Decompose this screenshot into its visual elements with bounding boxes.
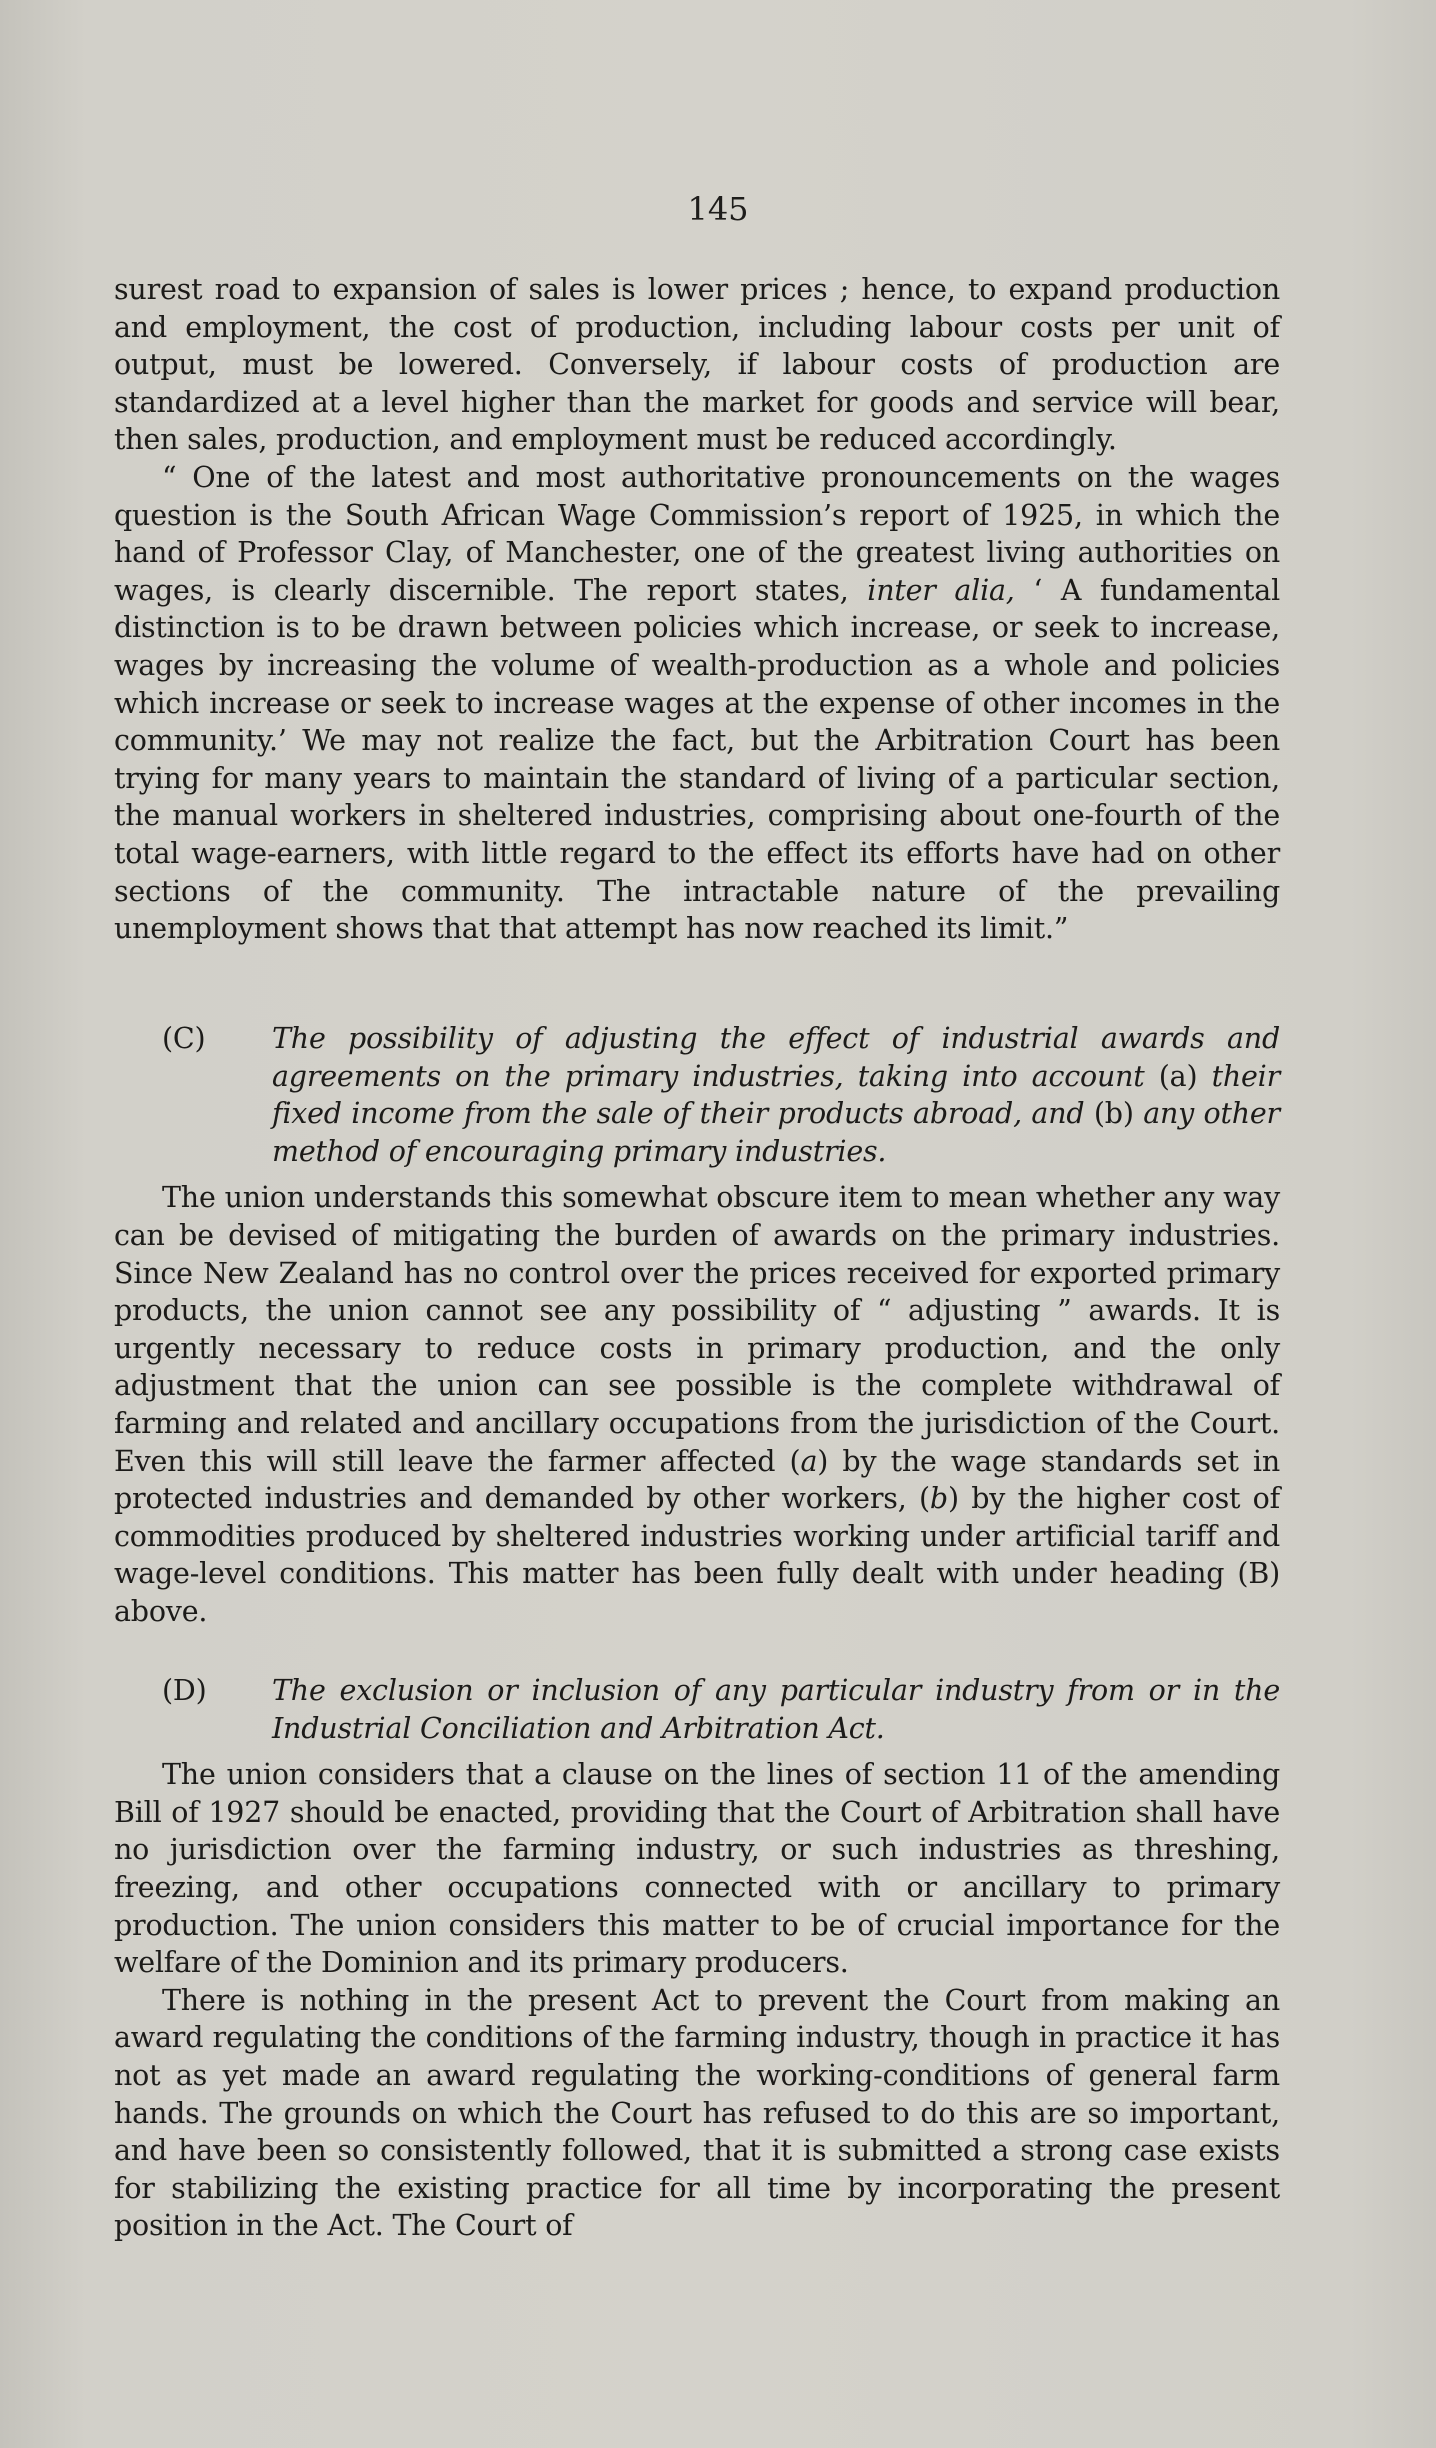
page-number: 145 (687, 190, 749, 228)
heading-c-marker-b: (b) (1084, 1097, 1144, 1131)
section-heading-d (114, 1672, 1280, 1747)
paragraph-c-body (114, 1179, 1280, 1630)
paragraph-d-body-1: The union considers that a clause on the lines of section 11 of the amending Bill of 1927 should be enacted, providing that the Court of Arbitration shall have no jurisdiction over the farming industry, or such industries as threshing, freezing, and other occupations connected with or ancillary to primary production. The union considers this matter to be of crucial importance for the welfare of the Dominion and its primary producers. (114, 1758, 1280, 1980)
section-label-c: (C) (162, 1022, 206, 1055)
section-label-d: (D) (162, 1674, 207, 1707)
heading-c-text-2: their fixed income from the sale of their products abroad, and (272, 1059, 1280, 1131)
heading-c-text-1: The possibility of adjusting the effect of industrial awards and agreements on the primary industries, taking into account (272, 1022, 1280, 1093)
c-body-part-1: The union understands this somewhat obscure item to mean whether any way can be devised of mitigating the burden of awards on the primary industries. Since New Zealand has no control over the prices received for exported primary products, the union cannot see any possibility of “ adjusting ” awards. It is urgently necessary to reduce costs in primary production, and the only adjustment that the union can see possible is the complete withdrawal of farming and related and ancillary occupations from the jurisdiction of the Court. Even this will still leave the farmer affected ( (114, 1181, 1280, 1478)
paragraph-quote (114, 459, 1280, 948)
c-body-italic-a: a (800, 1444, 818, 1478)
paragraph-continuation: surest road to expansion of sales is lower prices ; hence, to expand production and employment, the cost of production, including labour costs per unit of output, must be lowered. Conversely, if labour costs of production are standardized at a level higher than the market for goods and service will bear, then sales, production, and employment must be reduced accordingly. (114, 273, 1280, 457)
section-heading-c (114, 1020, 1280, 1170)
body-text-top (114, 271, 1280, 948)
heading-c-text-3: any other method of encouraging primary industries. (272, 1097, 1280, 1168)
heading-c-marker-a: (a) (1144, 1059, 1212, 1093)
quote-italic-phrase: inter alia, (867, 573, 1015, 607)
section-c (114, 1020, 1280, 1631)
c-body-italic-b: b (929, 1482, 948, 1516)
c-body-part-2: ) by the wage standards set in protected industries and demanded by other workers, ( (114, 1444, 1280, 1516)
quote-text-part-2: ‘ A fundamental distinction is to be drawn between policies which increase, or seek to increase, wages by increasing the volume of wealth-production as a whole and policies which increase or seek to increase wages at the expense of other incomes in the community.’ We may not realize the fact, but the Arbitration Court has been trying for many years to maintain the standard of living of a particular section, the manual workers in sheltered industries, comprising about one-fourth of the total wage-earners, with little regard to the effect its efforts have had on other sections of the community. The intractable nature of the prevailing unemployment shows that that attempt has now reached its limit.” (114, 573, 1281, 946)
paragraph-d-body-2: There is nothing in the present Act to prevent the Court from making an award regulating the conditions of the farming industry, though in practice it has not as yet made an award regulating the working-conditions of general farm hands. The grounds on which the Court has refused to do this are so important, and have been so consistently followed, that it is submitted a strong case exists for stabilizing the existing practice for all time by incorporating the present position in the Act. The Court of (114, 1983, 1280, 2243)
section-d (114, 1672, 1280, 2245)
quote-text-part-1: “ One of the latest and most authoritative pronouncements on the wages question is the South African Wage Commission’s report of 1925, in which the hand of Professor Clay, of Manchester, one of the greatest living authorities on wages, is clearly discernible. The report states, (114, 460, 1280, 607)
heading-d-text: The exclusion or inclusion of any particular industry from or in the Industrial Conciliation and Arbitration Act. (272, 1674, 1280, 1745)
c-body-part-3: ) by the higher cost of commodities produced by sheltered industries working under artificial tariff and wage-level conditions. This matter has been fully dealt with under heading (B) above. (114, 1482, 1280, 1628)
